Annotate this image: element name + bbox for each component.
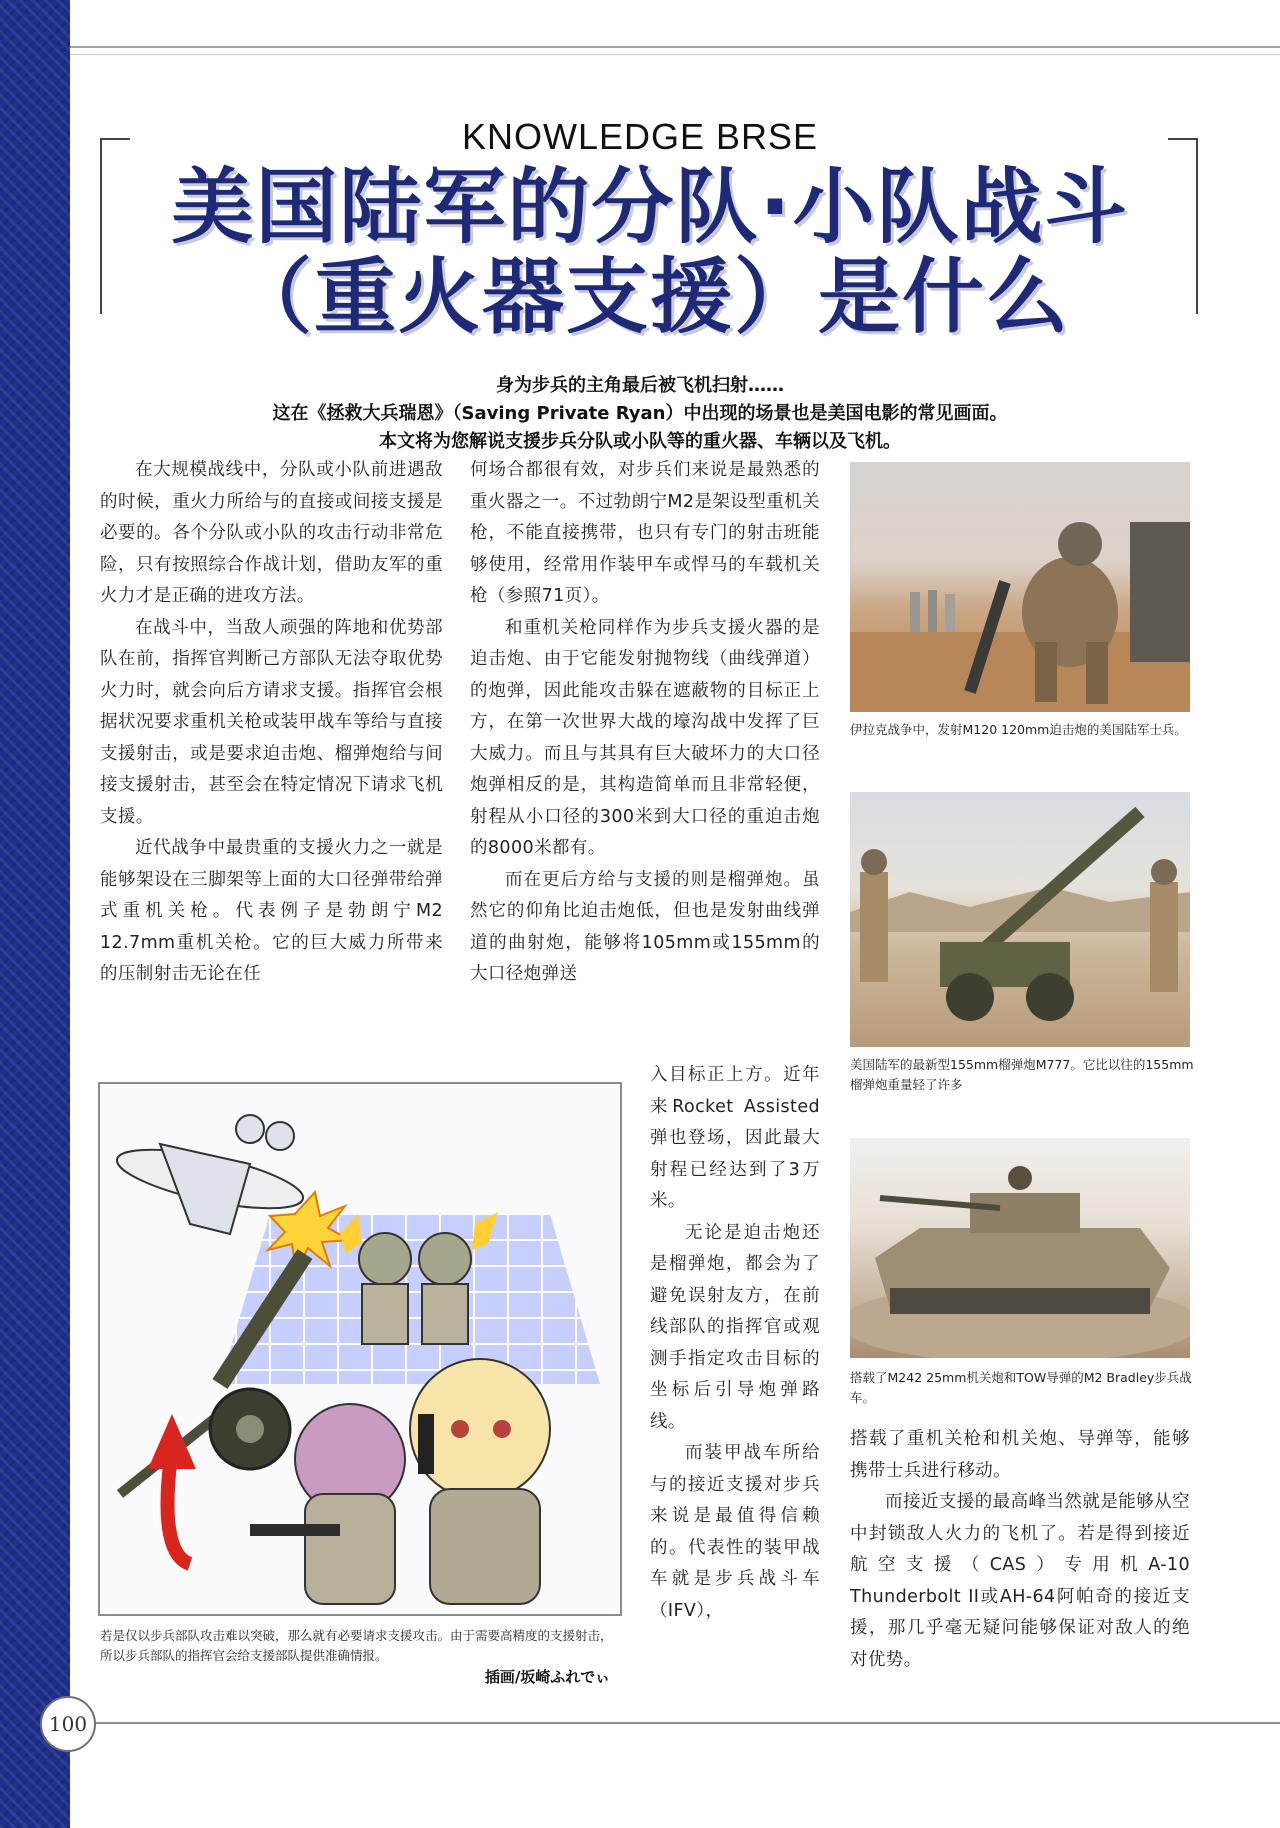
header-rule-thin bbox=[70, 54, 1280, 55]
kicker-label: KNOWLEDGE BRSE bbox=[461, 116, 819, 157]
intro-line-3: 本文将为您解说支援步兵分队或小队等的重火器、车辆以及飞机。 bbox=[379, 431, 901, 452]
article-column-2 bbox=[470, 455, 820, 991]
paragraph: 近代战争中最贵重的支援火力之一就是能够架设在三脚架等上面的大口径弹带给弹式重机关枪。代表例子是勃朗宁M2 12.7mm重机关枪。它的巨大威力所带来的压制射击无论在任 bbox=[100, 838, 443, 984]
photo-caption: 美国陆军的最新型155mm榴弹炮M777。它比以往的155mm榴弹炮重量轻了许多 bbox=[850, 1057, 1194, 1092]
intro-block bbox=[150, 372, 1130, 456]
paragraph: 在战斗中，当敌人顽强的阵地和优势部队在前，指挥官判断己方部队无法夺取优势火力时，就会向后方请求支援。指挥官会根据状况要求重机关枪或装甲战车等给与直接支援射击，或是要求迫击炮、榴弹炮给与间接支援射击，甚至会在特定情况下请求飞机支援。 bbox=[100, 617, 443, 827]
page-number: 100 bbox=[40, 1696, 96, 1752]
paragraph: 在大规模战线中，分队或小队前进遇敌的时候，重火力所给与的直接或间接支援是必要的。各个分队或小队的攻击行动非常危险，只有按照综合作战计划，借助友军的重火力才是正确的进攻方法。 bbox=[100, 460, 443, 606]
manga-illustration bbox=[98, 1082, 622, 1616]
page-spine bbox=[0, 0, 70, 1828]
support-arrow-icon bbox=[168, 1464, 191, 1564]
illustration-caption: 若是仅以步兵部队攻击难以突破，那么就有必要请求支援攻击。由于需要高精度的支援射击，所以步兵部队的指挥官会给支援部队提供准确情报。 bbox=[100, 1628, 613, 1663]
photo-caption: 搭载了M242 25mm机关炮和TOW导弹的M2 Bradley步兵战车。 bbox=[850, 1370, 1192, 1405]
paragraph: 何场合都很有效，对步兵们来说是最熟悉的重火器之一。不过勃朗宁M2是架设型重机关枪，不能直接携带，也只有专门的射击班能够使用，经常用作装甲车或悍马的车载机关枪（参照71页）。 bbox=[470, 460, 820, 606]
article-column-2-narrow bbox=[650, 1060, 820, 1627]
paragraph: 而接近支援的最高峰当然就是能够从空中封锁敌人火力的飞机了。若是得到接近航空支援（CAS）专用机A-10 Thunderbolt II或AH-64阿帕奇的接近支援，那几乎毫无疑问能够保证对敌人的绝对优势。 bbox=[850, 1492, 1190, 1670]
article-column-1 bbox=[100, 455, 443, 991]
paragraph: 而在更后方给与支援的则是榴弹炮。虽然它的仰角比迫击炮低，但也是发射曲线弹道的曲射炮，能够将105mm或155mm的大口径炮弹送 bbox=[470, 869, 820, 984]
paragraph: 无论是迫击炮还是榴弹炮，都会为了避免误射友方，在前线部队的指挥官或观测手指定攻击目标的坐标后引导炮弹路线。 bbox=[650, 1222, 820, 1432]
bradley-photo bbox=[850, 1138, 1190, 1358]
intro-line-2: 这在《拯救大兵瑞恩》（Saving Private Ryan）中出现的场景也是美国电影的常见画面。 bbox=[272, 403, 1008, 424]
illustration-credit: 插画/坂崎ふれでぃ bbox=[484, 1668, 610, 1686]
mortar-photo bbox=[850, 462, 1190, 712]
header-rule bbox=[70, 46, 1280, 48]
photo-caption: 伊拉克战争中，发射M120 120mm迫击炮的美国陆军士兵。 bbox=[850, 722, 1187, 737]
howitzer-photo bbox=[850, 792, 1190, 1047]
paragraph: 搭载了重机关枪和机关炮、导弹等，能够携带士兵进行移动。 bbox=[850, 1429, 1190, 1481]
paragraph: 和重机关枪同样作为步兵支援火器的是迫击炮、由于它能发射抛物线（曲线弹道）的炮弹，因此能攻击躲在遮蔽物的目标正上方，在第一次世界大战的壕沟战中发挥了巨大威力。而且与其具有巨大破坏力的大口径炮弹相反的是，其构造简单而且非常轻便，射程从小口径的300米到大口径的重迫击炮的8000米都有。 bbox=[470, 617, 820, 858]
paragraph: 入目标正上方。近年来Rocket Assisted弹也登场，因此最大射程已经达到了3万米。 bbox=[650, 1065, 820, 1211]
article-column-3 bbox=[850, 1424, 1190, 1676]
character-blonde-icon bbox=[410, 1359, 550, 1604]
paragraph: 而装甲战车所给与的接近支援对步兵来说是最值得信赖的。代表性的装甲战车就是步兵战斗车（IFV）， bbox=[650, 1443, 820, 1621]
title-line-1: 美国陆军的分队·小队战斗 bbox=[171, 160, 1129, 255]
footer-rule bbox=[70, 1722, 1280, 1724]
intro-line-1: 身为步兵的主角最后被飞机扫射…… bbox=[496, 375, 784, 396]
title-line-2: （重火器支援）是什么 bbox=[229, 250, 1070, 345]
